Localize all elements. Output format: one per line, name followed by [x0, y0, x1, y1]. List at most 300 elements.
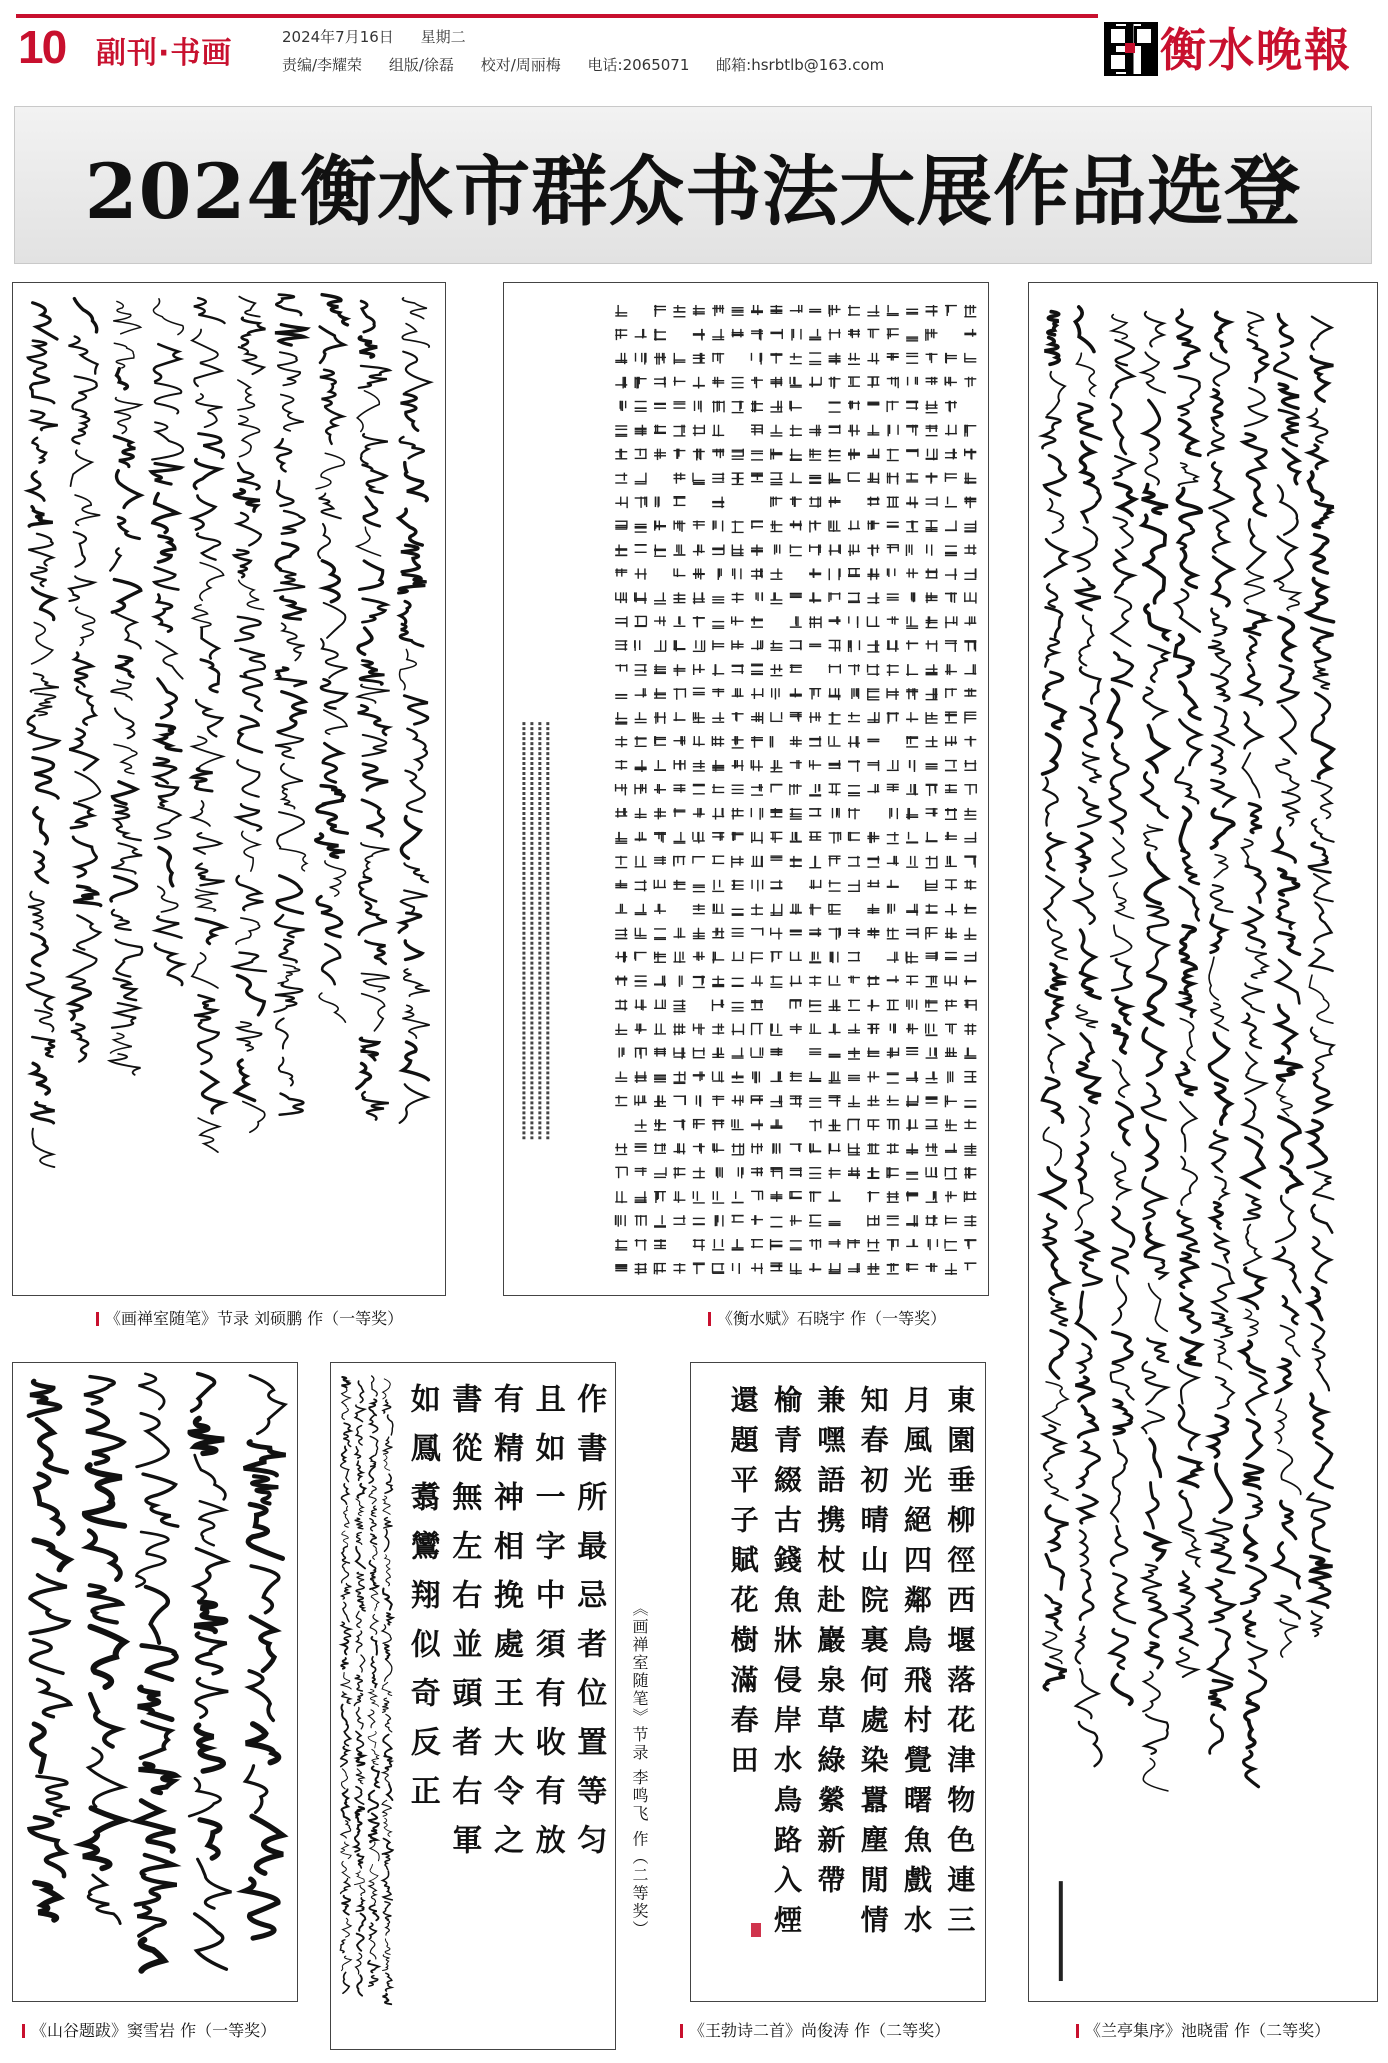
small-glyph: [654, 521, 666, 531]
brush-stroke: [30, 1817, 64, 1876]
calligraphy-column: 書從無左右並頭者右軍: [446, 1383, 482, 1873]
brush-stroke: [325, 407, 343, 444]
brush-stroke: [69, 576, 94, 601]
small-glyph: [673, 1095, 685, 1105]
brush-stroke: [1278, 666, 1298, 702]
brush-stroke: [1210, 1715, 1223, 1754]
brush-stroke: [1080, 1263, 1101, 1286]
brush-stroke: [28, 341, 46, 369]
small-glyph: [615, 695, 627, 699]
small-glyph: [887, 1167, 899, 1178]
small-glyph: [906, 544, 911, 555]
small-glyph: [790, 832, 802, 842]
brush-stroke: [1112, 959, 1131, 990]
brush-stroke: [1144, 688, 1166, 720]
small-glyph: [887, 712, 899, 724]
small-glyph: [809, 476, 821, 484]
small-glyph: [848, 928, 860, 938]
small-glyph: [712, 1143, 724, 1153]
brush-stroke: [1075, 1377, 1093, 1401]
small-glyph: [906, 616, 918, 628]
brush-stroke: [35, 1883, 59, 1920]
brush-stroke: [32, 1129, 54, 1167]
small-glyph: [790, 497, 802, 507]
brush-stroke: [1145, 1533, 1166, 1560]
brush-stroke: [77, 915, 100, 949]
brush-stroke: [33, 588, 54, 620]
brush-stroke: [402, 324, 429, 348]
small-glyph: [887, 353, 899, 361]
brush-stroke: [156, 783, 178, 805]
brush-stroke: [242, 318, 266, 346]
small-glyph: [887, 640, 899, 652]
small-glyph: [751, 544, 763, 555]
small-glyph: [867, 664, 879, 676]
brush-stroke: [1277, 960, 1300, 1004]
brush-stroke: [1242, 1268, 1263, 1308]
small-glyph: [867, 880, 879, 888]
brush-stroke: [359, 902, 387, 934]
small-glyph: [770, 473, 782, 485]
brush-stroke: [361, 434, 388, 464]
small-glyph: [635, 425, 647, 436]
small-glyph: [712, 760, 724, 771]
small-glyph: [770, 808, 782, 817]
brush-stroke: [282, 511, 305, 534]
small-glyph: [829, 856, 841, 867]
small-glyph: [867, 640, 879, 652]
brush-stroke: [1076, 579, 1100, 610]
brush-stroke: [1146, 975, 1166, 1024]
small-glyph: [712, 473, 724, 483]
small-glyph: [964, 760, 976, 770]
small-glyph: [635, 736, 647, 746]
small-glyph: [635, 568, 647, 579]
small-glyph: [906, 856, 918, 867]
brush-stroke: [1079, 1406, 1098, 1437]
brush-stroke: [1142, 1411, 1164, 1433]
page-number: 10: [18, 21, 66, 73]
brush-stroke: [1112, 315, 1128, 339]
brush-stroke: [357, 391, 379, 432]
small-glyph: [890, 1024, 895, 1034]
small-glyph: [829, 1263, 841, 1273]
small-glyph: [615, 928, 627, 939]
small-glyph: [867, 1263, 879, 1274]
small-glyph: [867, 760, 879, 771]
small-glyph: [770, 329, 782, 339]
brush-stroke: [1281, 706, 1296, 754]
small-glyph: [751, 616, 763, 627]
calligraphy-column: 東園垂柳徑西堰落花津物色連三: [943, 1385, 977, 1945]
small-glyph: [693, 1191, 705, 1203]
small-glyph: [673, 1071, 685, 1083]
brush-stroke: [1243, 1138, 1264, 1188]
small-glyph: [945, 928, 957, 939]
brush-stroke: [362, 994, 385, 1031]
brush-stroke: [234, 490, 260, 512]
small-glyph: [928, 1239, 937, 1250]
brush-stroke: [38, 1680, 71, 1717]
brush-stroke: [404, 969, 430, 996]
brush-stroke: [317, 804, 347, 833]
small-glyph: [635, 880, 647, 892]
small-glyph: [673, 305, 685, 317]
small-glyph: [790, 1024, 802, 1034]
small-glyph: [673, 760, 685, 770]
brush-stroke: [1246, 1494, 1262, 1518]
small-glyph: [693, 544, 705, 555]
small-glyph: [615, 1191, 627, 1203]
brush-stroke: [1212, 1264, 1233, 1312]
brush-stroke: [137, 1907, 165, 1936]
brush-stroke: [400, 1084, 428, 1123]
brush-stroke: [1247, 1420, 1261, 1459]
brush-stroke: [192, 801, 210, 826]
small-glyph: [792, 329, 801, 341]
brush-stroke: [1113, 456, 1134, 478]
small-glyph: [673, 1119, 685, 1130]
small-glyph: [654, 1191, 666, 1203]
small-glyph: [790, 1095, 802, 1107]
brush-stroke: [235, 1060, 254, 1100]
brush-stroke: [1175, 338, 1199, 368]
brush-stroke: [241, 676, 262, 711]
brush-stroke: [1076, 307, 1094, 352]
small-glyph: [848, 736, 860, 748]
brush-stroke: [1279, 617, 1293, 660]
brush-stroke: [281, 597, 307, 620]
small-glyph: [908, 377, 918, 386]
caption-liu: [96, 1306, 403, 1329]
brush-stroke: [1080, 1570, 1093, 1620]
small-glyph: [615, 976, 627, 986]
brush-stroke: [1145, 1715, 1168, 1754]
brush-stroke: [1279, 1117, 1300, 1163]
brush-stroke: [30, 371, 54, 403]
small-glyph: [926, 1119, 938, 1128]
brush-stroke: [358, 685, 390, 703]
brush-stroke: [237, 513, 260, 546]
brush-stroke: [243, 1102, 265, 1133]
small-glyph: [906, 1143, 918, 1155]
brush-stroke: [322, 295, 347, 325]
small-glyph: [964, 1215, 976, 1226]
small-glyph: [673, 377, 685, 386]
brush-stroke: [31, 411, 57, 430]
brush-stroke: [202, 628, 219, 658]
brush-stroke: [1082, 483, 1100, 523]
brush-stroke: [400, 624, 423, 646]
small-glyph: [945, 1024, 957, 1035]
brush-stroke: [198, 1022, 219, 1063]
brush-stroke: [1178, 522, 1193, 549]
small-glyph: [773, 1143, 780, 1154]
brush-stroke: [152, 422, 183, 459]
brush-stroke: [1076, 878, 1095, 923]
small-glyph: [926, 688, 938, 700]
brush-stroke: [1175, 767, 1198, 803]
small-glyph: [732, 929, 744, 937]
small-glyph: [693, 1024, 705, 1036]
brush-stroke: [192, 768, 213, 791]
brush-stroke: [1114, 883, 1134, 919]
brush-stroke: [362, 800, 384, 836]
brush-stroke: [1276, 1399, 1287, 1443]
brush-stroke: [1083, 753, 1102, 783]
small-glyph: [751, 377, 763, 388]
small-glyph: [906, 1095, 918, 1107]
small-glyph: [732, 521, 744, 533]
brush-stroke: [1247, 519, 1265, 568]
small-glyph: [906, 832, 918, 843]
brush-stroke: [72, 376, 96, 409]
small-glyph: [829, 497, 841, 508]
brush-stroke: [1110, 1629, 1127, 1668]
brush-stroke: [237, 804, 261, 830]
small-glyph: [887, 856, 899, 866]
brush-stroke: [1313, 1518, 1329, 1551]
brush-stroke: [32, 1102, 55, 1122]
brush-stroke: [276, 543, 298, 569]
small-glyph: [926, 1143, 938, 1155]
layout-editor: 组版/徐磊: [388, 56, 454, 74]
brush-stroke: [29, 507, 53, 526]
small-glyph: [809, 1071, 821, 1081]
small-glyph: [809, 544, 821, 555]
small-glyph: [770, 1119, 782, 1128]
brush-stroke: [1243, 434, 1266, 476]
small-glyph: [867, 1000, 879, 1012]
brush-stroke: [1241, 1566, 1265, 1604]
small-glyph: [654, 1047, 666, 1056]
small-glyph: [829, 1143, 841, 1154]
small-glyph: [964, 521, 976, 532]
small-glyph: [693, 449, 705, 461]
brush-stroke: [28, 892, 44, 930]
small-glyph: [635, 473, 647, 484]
brush-stroke: [88, 1531, 121, 1580]
brush-stroke: [37, 1776, 70, 1816]
brush-stroke: [193, 496, 215, 530]
brush-stroke: [1315, 1443, 1332, 1488]
brush-stroke: [1080, 1530, 1088, 1566]
small-glyph: [848, 521, 860, 531]
small-glyph: [673, 784, 685, 793]
brush-stroke: [1211, 1202, 1222, 1228]
small-glyph: [964, 329, 976, 337]
small-glyph: [926, 976, 938, 987]
brush-stroke: [1243, 610, 1267, 634]
small-glyph: [733, 568, 741, 579]
brush-stroke: [83, 1808, 123, 1868]
small-glyph: [790, 449, 802, 461]
small-glyph: [732, 378, 744, 388]
small-glyph: [964, 712, 976, 723]
small-glyph: [964, 616, 976, 625]
small-glyph: [693, 885, 705, 891]
small-glyph: [964, 377, 976, 387]
brush-stroke: [1177, 310, 1192, 337]
small-glyph: [732, 1191, 744, 1202]
small-glyph: [867, 1071, 879, 1082]
brush-stroke: [30, 1640, 63, 1673]
brush-stroke: [1080, 973, 1100, 998]
small-glyph: [635, 1167, 647, 1176]
brush-stroke: [1311, 1394, 1325, 1438]
small-glyph: [926, 521, 938, 532]
brush-stroke: [1211, 1003, 1228, 1030]
brush-stroke: [242, 831, 260, 871]
brush-stroke: [1181, 1157, 1197, 1205]
brush-stroke: [1279, 869, 1299, 895]
small-glyph: [809, 1168, 821, 1178]
small-glyph: [679, 976, 682, 987]
small-glyph: [693, 664, 705, 675]
brush-stroke: [279, 940, 296, 962]
brush-stroke: [33, 758, 58, 798]
brush-stroke: [1043, 1425, 1064, 1470]
brush-stroke: [1111, 1364, 1134, 1400]
brush-stroke: [360, 561, 383, 590]
small-glyph: [770, 305, 782, 314]
small-glyph: [615, 760, 627, 770]
small-glyph: [945, 1239, 957, 1250]
small-glyph: [964, 544, 976, 554]
brush-stroke: [114, 343, 134, 368]
small-glyph: [770, 1191, 782, 1202]
small-glyph: [693, 808, 705, 818]
small-glyph: [945, 1167, 957, 1179]
brush-stroke: [237, 876, 264, 910]
small-glyph: [906, 473, 918, 482]
small-glyph: [693, 952, 705, 961]
small-glyph: [964, 904, 976, 914]
brush-stroke: [1310, 1556, 1332, 1580]
small-glyph: [635, 592, 647, 603]
small-glyph: [635, 524, 647, 532]
small-glyph: [673, 1167, 685, 1178]
small-glyph: [887, 1073, 899, 1083]
brush-stroke: [190, 1418, 224, 1453]
small-glyph: [867, 688, 879, 700]
brush-stroke: [155, 944, 183, 985]
small-glyph: [964, 1143, 976, 1155]
small-glyph: [693, 377, 705, 389]
small-glyph: [732, 1095, 744, 1105]
brush-stroke: [1043, 1632, 1062, 1664]
small-glyph: [751, 1215, 763, 1225]
brush-stroke: [192, 1374, 215, 1411]
small-glyph: [673, 640, 685, 651]
artwork-shang-calligraphy: [690, 1362, 986, 2002]
page-header: [0, 0, 1388, 90]
brush-stroke: [113, 301, 141, 333]
brush-stroke: [32, 1724, 45, 1772]
brush-stroke: [1275, 537, 1296, 582]
brush-stroke: [1310, 949, 1333, 971]
brush-stroke: [1278, 900, 1293, 929]
small-glyph: [848, 1119, 860, 1130]
small-glyph: [848, 760, 860, 772]
brush-stroke: [143, 1474, 178, 1526]
brush-stroke: [111, 876, 137, 901]
small-glyph: [673, 952, 685, 963]
brush-stroke: [324, 710, 347, 734]
brush-stroke: [114, 744, 137, 773]
calligraphy-column: 還題平子賦花樹滿春田: [726, 1385, 760, 1785]
brush-stroke: [1244, 1225, 1261, 1265]
small-glyph: [848, 712, 860, 721]
brush-stroke: [1145, 454, 1159, 485]
brush-stroke: [325, 861, 346, 896]
brush-stroke: [399, 509, 423, 545]
small-glyph: [751, 521, 763, 529]
brush-stroke: [1243, 1099, 1262, 1138]
brush-stroke: [1209, 1033, 1228, 1080]
brush-stroke: [1076, 1627, 1085, 1664]
brush-stroke: [1113, 404, 1126, 454]
brush-stroke: [404, 863, 427, 882]
brush-stroke: [1076, 1292, 1095, 1339]
small-glyph: [673, 688, 685, 700]
small-glyph: [673, 664, 685, 676]
small-glyph: [829, 1095, 841, 1106]
small-glyph: [867, 784, 879, 793]
brush-stroke: [27, 973, 52, 1010]
small-glyph: [615, 808, 627, 818]
brush-stroke: [1051, 1298, 1067, 1325]
small-glyph: [945, 808, 957, 820]
brush-stroke: [1111, 925, 1132, 956]
small-glyph: [673, 736, 685, 746]
small-glyph: [751, 451, 763, 460]
small-glyph: [732, 544, 744, 555]
small-glyph: [887, 1239, 899, 1251]
small-glyph: [635, 545, 647, 553]
brush-stroke: [1113, 1400, 1132, 1434]
small-glyph: [693, 832, 705, 843]
brush-stroke: [201, 660, 219, 692]
small-glyph: [790, 688, 802, 697]
brush-stroke: [71, 450, 92, 486]
small-glyph: [770, 1239, 782, 1250]
small-glyph: [673, 449, 685, 459]
small-glyph: [770, 521, 782, 532]
small-glyph: [635, 688, 647, 697]
small-glyph: [790, 952, 802, 961]
small-glyph: [809, 616, 821, 628]
brush-stroke: [200, 563, 224, 601]
brush-stroke: [1179, 1405, 1198, 1449]
small-glyph: [615, 616, 627, 627]
brush-stroke: [1146, 565, 1164, 603]
small-glyph: [654, 1263, 666, 1275]
small-glyph: [849, 616, 858, 628]
brush-stroke: [1244, 1464, 1263, 1488]
brush-stroke: [1143, 1177, 1165, 1219]
brush-stroke: [1111, 744, 1128, 787]
small-glyph: [635, 1000, 647, 1011]
brush-stroke: [1211, 915, 1225, 952]
small-glyph: [945, 1119, 957, 1130]
small-glyph: [615, 521, 627, 529]
brush-stroke: [1245, 1526, 1256, 1560]
brush-stroke: [90, 1627, 124, 1687]
small-glyph: [712, 401, 724, 413]
small-glyph: [732, 616, 744, 625]
brush-stroke: [1180, 682, 1200, 719]
